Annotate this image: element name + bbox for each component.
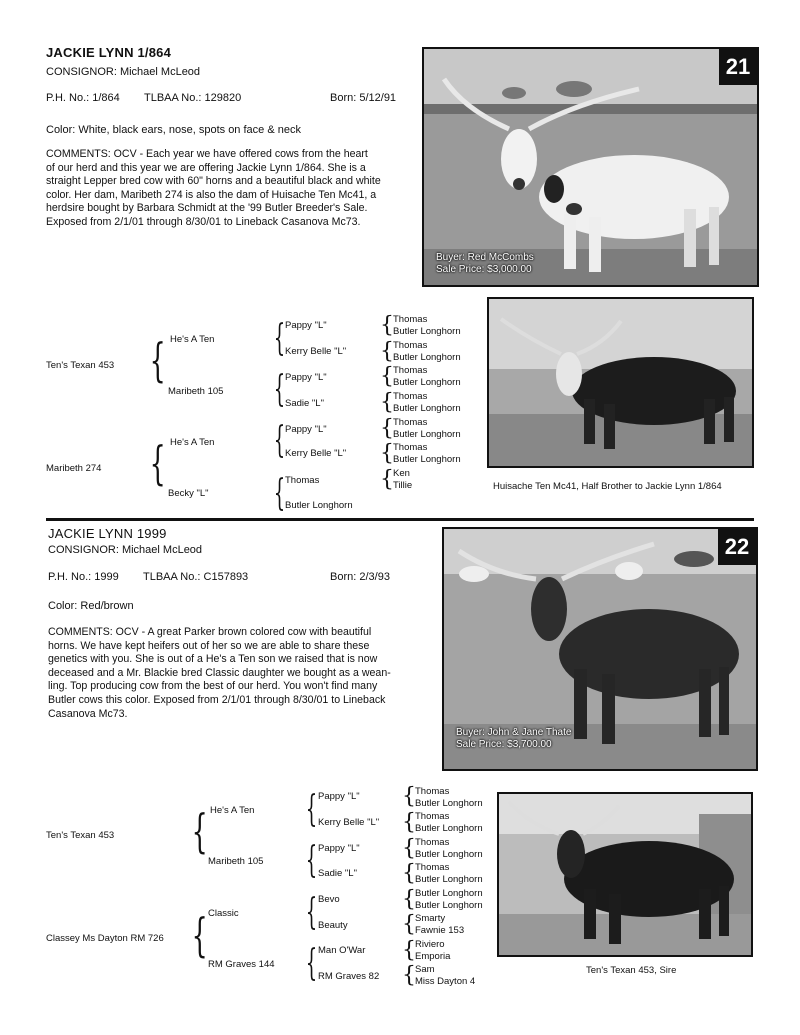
dark-longhorn-sire-image — [499, 794, 751, 955]
lot-22-color: Color: Red/brown — [48, 600, 134, 612]
lot-22-consignor: CONSIGNOR: Michael McLeod — [48, 544, 203, 556]
lot-21-g2-0: He's A Ten — [170, 334, 215, 345]
pedigree-brace: { — [402, 836, 416, 861]
lot-22-sire-photo — [497, 792, 753, 957]
lot-22-comments: COMMENTS: OCV - A great Parker brown colored cow with beautiful horns. We have kept heifers out of her so we are able to share these genetics with you. She is out of a He's a Ten son we raised that is now deceased and a Mr. Blackie bred Classic daughter we bought as a wean- ling. Top producing cow from the best of our herd. You won't find many Butler cows this color. Exposed from 2/1/01 through 8/30/01 to Lineback Casanova Mc73. — [48, 626, 391, 720]
lot-21-g4-4: Thomas — [393, 365, 428, 376]
lot-21-g4-6: Thomas — [393, 391, 428, 402]
lot-22-g3-0: Pappy "L" — [318, 791, 360, 802]
lot-22-g4-8: Butler Longhorn — [415, 888, 483, 899]
lot-21-tlbaa-number: TLBAA No.: 129820 — [144, 92, 242, 104]
lot-22-g2-1: Maribeth 105 — [208, 856, 264, 867]
lot-22-g4-11: Fawnie 153 — [415, 925, 465, 936]
lot-22-title: JACKIE LYNN 1999 — [48, 526, 167, 541]
lot-21-consignor: CONSIGNOR: Michael McLeod — [46, 66, 201, 78]
pedigree-brace: { — [149, 333, 166, 387]
lot-21-g3-0: Pappy "L" — [285, 320, 327, 331]
lot-21-ph-number: P.H. No.: 1/864 — [46, 92, 120, 104]
lot-22-g4-15: Miss Dayton 4 — [415, 976, 476, 987]
lot-22-g3-5: Beauty — [318, 920, 348, 931]
lot-21-g4-3: Butler Longhorn — [393, 352, 461, 363]
lot-21-g4-12: Ken — [393, 468, 410, 479]
lot-21-g3-6: Thomas — [285, 475, 320, 486]
lot-22-g4-3: Butler Longhorn — [415, 823, 483, 834]
pedigree-brace: { — [273, 318, 286, 359]
lot-21-sale-price: Sale Price: $3,000.00 — [436, 264, 532, 275]
lot-21-g4-0: Thomas — [393, 314, 428, 325]
lot-22-g4-6: Thomas — [415, 862, 450, 873]
lot-21-g2-1: Maribeth 105 — [168, 386, 224, 397]
lot-22-g4-9: Butler Longhorn — [415, 900, 483, 911]
pedigree-brace: { — [305, 789, 318, 830]
lot-22-g2-2: Classic — [208, 908, 239, 919]
pedigree-brace: { — [380, 364, 394, 389]
pedigree-brace: { — [305, 892, 318, 933]
lot-22-buyer: Buyer: John & Jane Thate — [456, 727, 572, 738]
lot-21-photo — [422, 47, 759, 287]
lot-21-photo-caption: Huisache Ten Mc41, Half Brother to Jackie Lynn 1/864 — [493, 481, 722, 492]
lot-22-g3-6: Man O'War — [318, 945, 366, 956]
lot-22-photo — [442, 527, 758, 771]
section-divider — [46, 518, 754, 521]
lot-21-g4-13: Tillie — [393, 480, 413, 491]
lot-21-color: Color: White, black ears, nose, spots on face & neck — [46, 124, 301, 136]
lot-22-sire: Ten's Texan 453 — [46, 830, 115, 841]
lot-21-g3-7: Butler Longhorn — [285, 500, 353, 511]
lot-22-g4-2: Thomas — [415, 811, 450, 822]
lot-21-g2-2: He's A Ten — [170, 437, 215, 448]
lot-22-g2-3: RM Graves 144 — [208, 959, 275, 970]
lot-21-g3-1: Kerry Belle "L" — [285, 346, 347, 357]
lot-21-g4-11: Butler Longhorn — [393, 454, 461, 465]
lot-22-g3-1: Kerry Belle "L" — [318, 817, 380, 828]
lot-22-g4-1: Butler Longhorn — [415, 798, 483, 809]
lot-22-g2-0: He's A Ten — [210, 805, 255, 816]
pedigree-brace: { — [273, 473, 286, 514]
white-longhorn-cow-image — [424, 49, 757, 285]
lot-22-g4-10: Smarty — [415, 913, 446, 924]
lot-21-g3-2: Pappy "L" — [285, 372, 327, 383]
lot-21-g4-1: Butler Longhorn — [393, 326, 461, 337]
pedigree-brace: { — [305, 943, 318, 984]
lot-22-g4-14: Sam — [415, 964, 435, 975]
lot-22-dam: Classey Ms Dayton RM 726 — [46, 933, 164, 944]
lot-22-g4-13: Emporia — [415, 951, 451, 962]
lot-21-dam: Maribeth 274 — [46, 463, 102, 474]
pedigree-brace: { — [402, 912, 416, 937]
pedigree-brace: { — [191, 804, 208, 858]
lot-22-g3-7: RM Graves 82 — [318, 971, 380, 982]
lot-21-g4-8: Thomas — [393, 417, 428, 428]
pedigree-brace: { — [402, 938, 416, 963]
lot-22-photo-caption: Ten's Texan 453, Sire — [586, 965, 677, 976]
lot-22-g4-5: Butler Longhorn — [415, 849, 483, 860]
pedigree-brace: { — [402, 810, 416, 835]
pedigree-brace: { — [380, 467, 394, 492]
pedigree-brace: { — [402, 963, 416, 988]
lot-21-sire: Ten's Texan 453 — [46, 360, 115, 371]
pedigree-brace: { — [402, 861, 416, 886]
pedigree-brace: { — [380, 390, 394, 415]
lot-22-number-badge: 22 — [718, 529, 756, 565]
lot-21-buyer: Buyer: Red McCombs — [436, 252, 534, 263]
lot-21-g4-9: Butler Longhorn — [393, 429, 461, 440]
lot-22-g4-7: Butler Longhorn — [415, 874, 483, 885]
lot-22-g3-4: Bevo — [318, 894, 340, 905]
lot-22-g4-4: Thomas — [415, 837, 450, 848]
pedigree-brace: { — [402, 887, 416, 912]
lot-22-born: Born: 2/3/93 — [330, 571, 390, 583]
lot-21-title: JACKIE LYNN 1/864 — [46, 45, 172, 60]
lot-21-number-badge: 21 — [719, 49, 757, 85]
lot-22-g3-3: Sadie "L" — [318, 868, 357, 879]
lot-22-g4-12: Riviero — [415, 939, 445, 950]
pedigree-brace: { — [305, 840, 318, 881]
lot-22-g4-0: Thomas — [415, 786, 450, 797]
lot-21-g4-7: Butler Longhorn — [393, 403, 461, 414]
lot-21-g3-3: Sadie "L" — [285, 398, 324, 409]
pedigree-brace: { — [149, 436, 166, 490]
lot-22-ph-number: P.H. No.: 1999 — [48, 571, 119, 583]
pedigree-brace: { — [380, 339, 394, 364]
pedigree-brace: { — [191, 908, 208, 962]
pedigree-brace: { — [380, 313, 394, 338]
lot-22-tlbaa-number: TLBAA No.: C157893 — [143, 571, 249, 583]
lot-21-comments: COMMENTS: OCV - Each year we have offered cows from the heart of our herd and this year we are offering Jackie Lynn 1/864. She is a straight Lepper bred cow with 60" horns and a beautiful black and white color. Her dam, Maribeth 274 is also the dam of Huisache Ten Mc41, a herdsire bought by Barbara Schmidt at the '99 Butler Breeder's Sale. Exposed from 2/1/01 through 8/30/01 to Lineback Casanova Mc73. — [46, 148, 381, 228]
pedigree-brace: { — [402, 784, 416, 809]
pedigree-brace: { — [380, 441, 394, 466]
lot-21-g4-2: Thomas — [393, 340, 428, 351]
pedigree-brace: { — [273, 420, 286, 461]
lot-21-half-brother-photo — [487, 297, 754, 468]
pedigree-brace: { — [273, 369, 286, 410]
lot-22-sale-price: Sale Price: $3,700.00 — [456, 739, 552, 750]
pedigree-brace: { — [380, 416, 394, 441]
lot-21-g3-5: Kerry Belle "L" — [285, 448, 347, 459]
lot-21-g4-10: Thomas — [393, 442, 428, 453]
lot-21-born: Born: 5/12/91 — [330, 92, 397, 104]
lot-21-g4-5: Butler Longhorn — [393, 377, 461, 388]
dark-longhorn-bull-image — [489, 299, 752, 466]
lot-22-g3-2: Pappy "L" — [318, 843, 360, 854]
lot-21-g3-4: Pappy "L" — [285, 424, 327, 435]
lot-21-g2-3: Becky "L" — [168, 488, 209, 499]
